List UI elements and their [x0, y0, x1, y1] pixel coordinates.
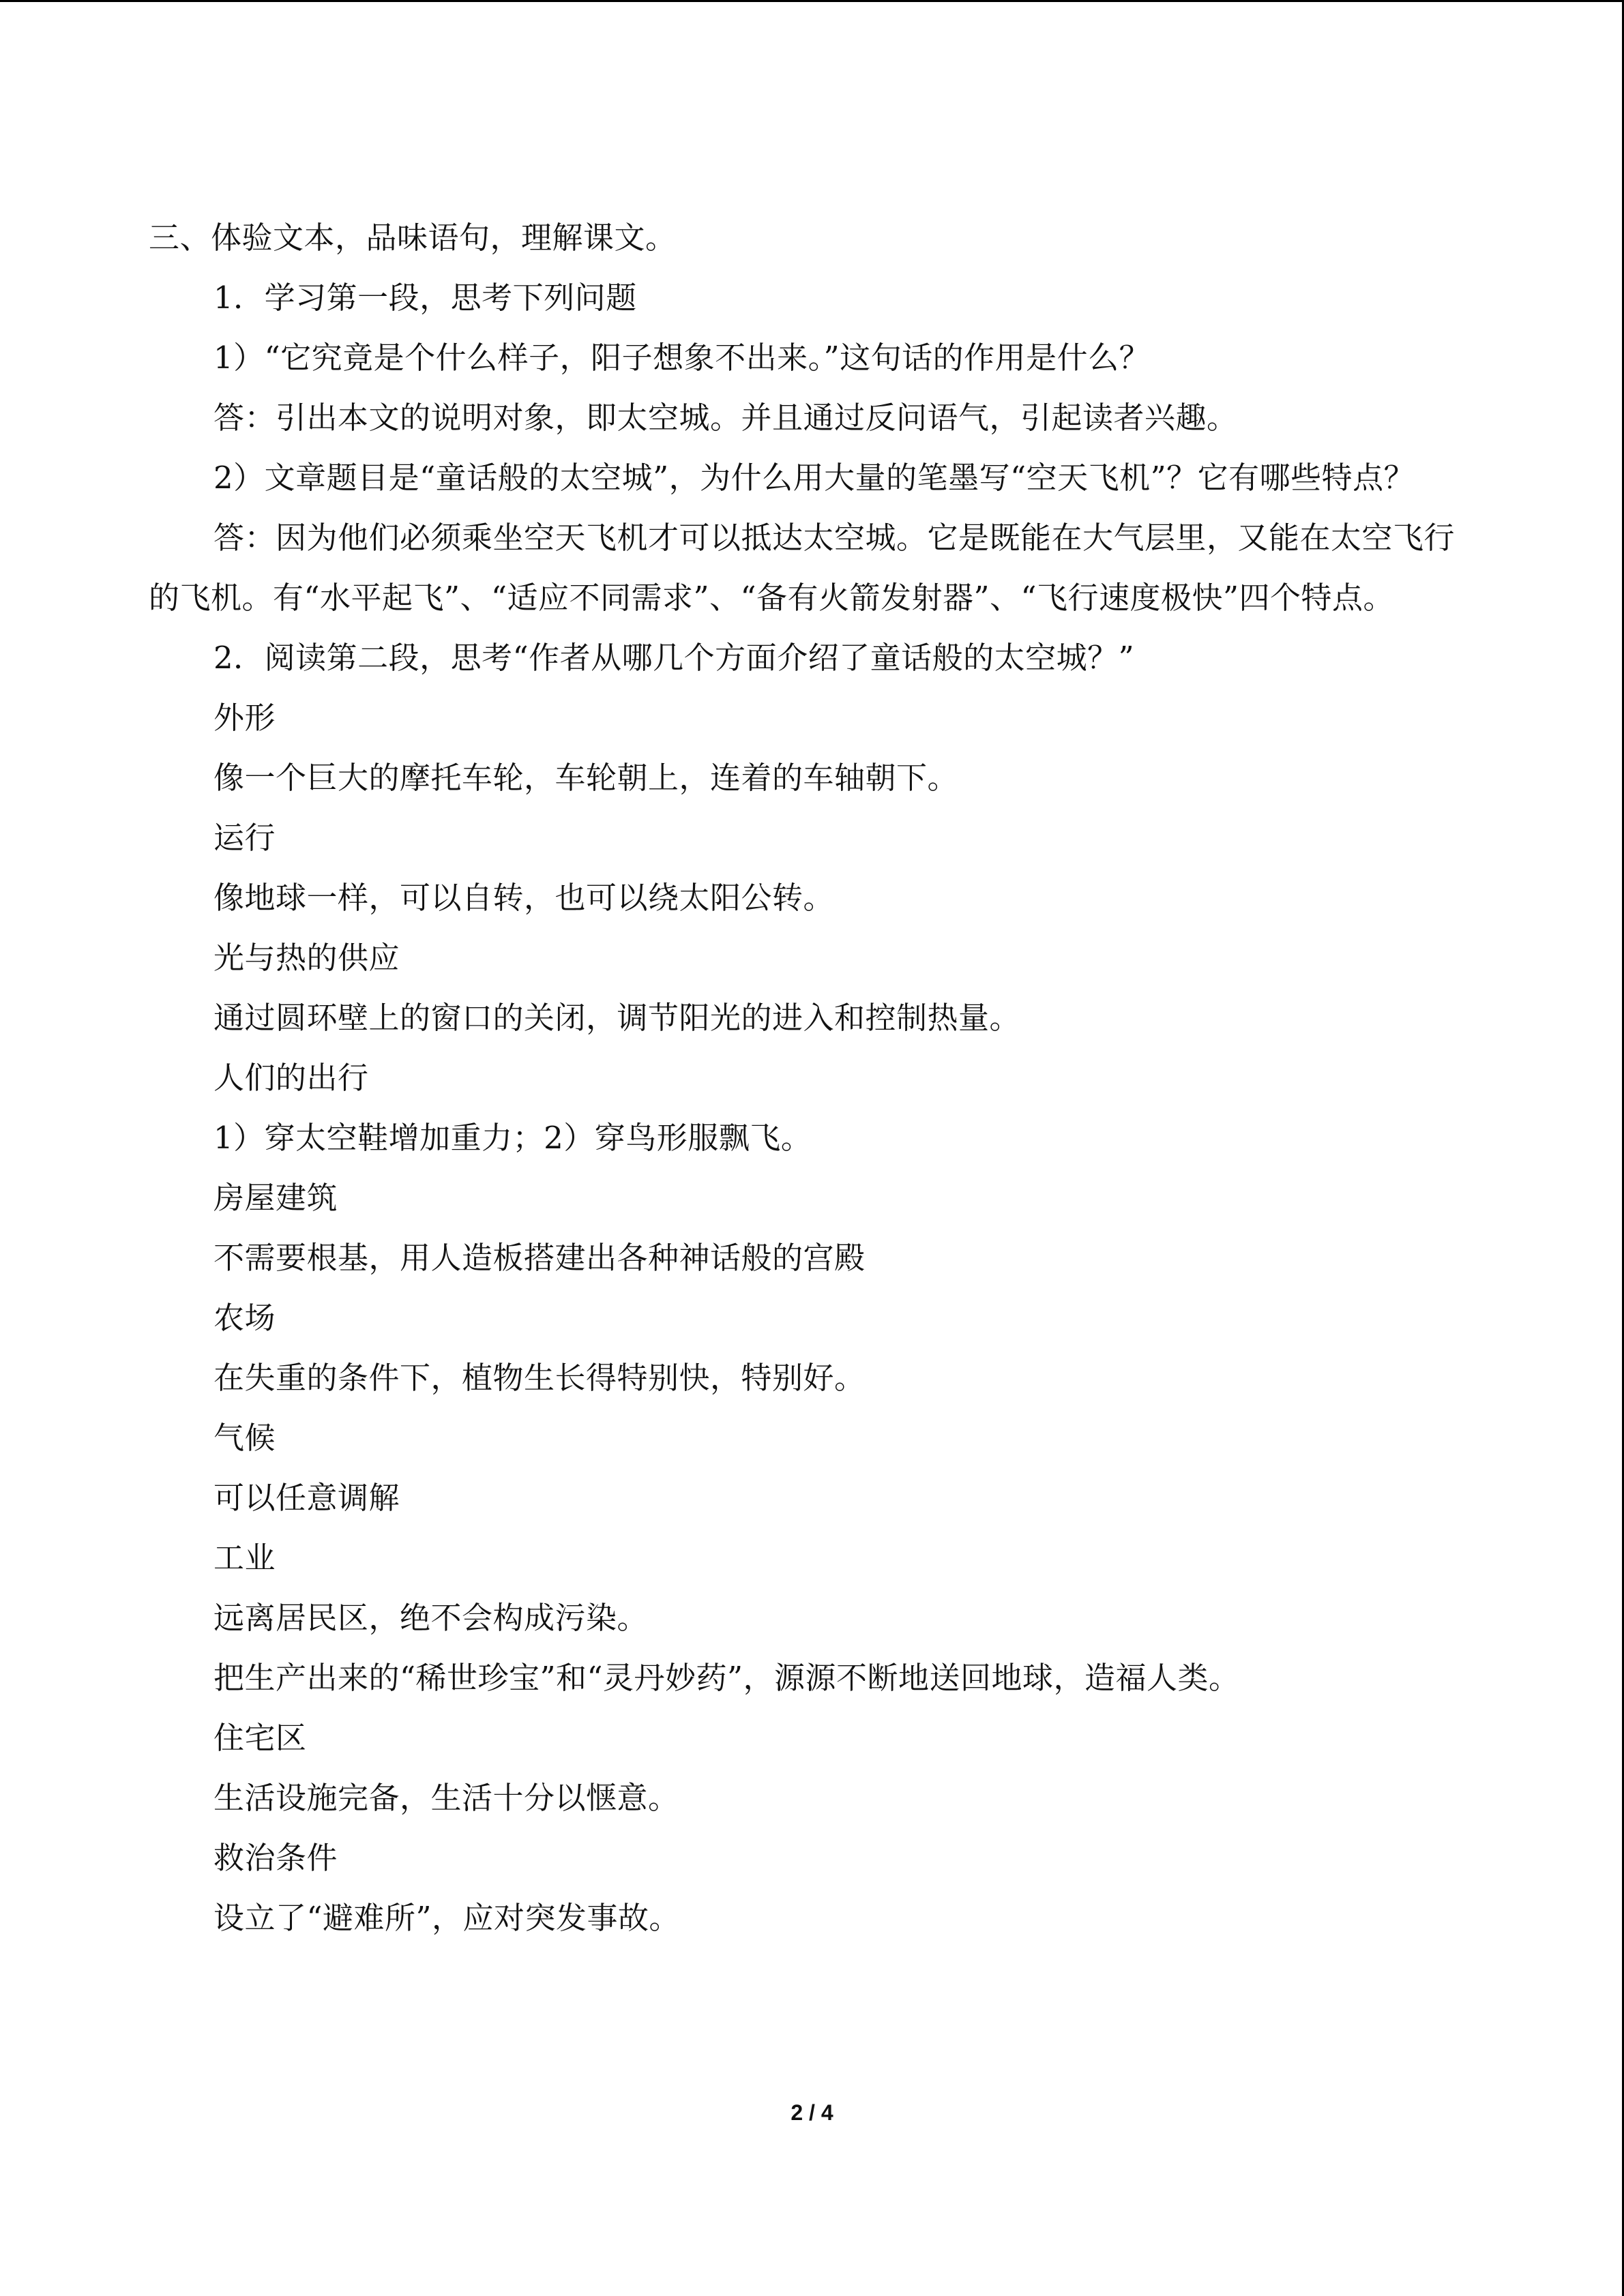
- top-border-rule: [0, 0, 1624, 2]
- aspect-detail: 像地球一样，可以自转，也可以绕太阳公转。: [213, 880, 835, 916]
- aspect-detail: 生活设施完备，生活十分以惬意。: [213, 1780, 679, 1816]
- aspect-title: 气候: [213, 1420, 276, 1456]
- aspect-title: 农场: [213, 1300, 276, 1336]
- aspect-title: 外形: [213, 700, 276, 736]
- aspect-detail: 在失重的条件下，植物生长得特别快，特别好。: [213, 1360, 866, 1396]
- aspect-detail: 不需要根基，用人造板搭建出各种神话般的宫殿: [213, 1240, 866, 1276]
- aspect-detail: 远离居民区，绝不会构成污染。: [213, 1600, 649, 1636]
- q1-item-2-answer: 答：因为他们必须乘坐空天飞机才可以抵达太空城。它是既能在大气层里，又能在太空飞行的飞机。有“水平起飞”、“适应不同需求”、“备有火箭发射器”、“飞行速度极快”四个特点。: [149, 520, 1456, 616]
- aspect-title: 救治条件: [213, 1840, 338, 1876]
- aspect-title: 运行: [213, 820, 276, 856]
- aspect-detail: 1）穿太空鞋增加重力；2）穿鸟形服飘飞。: [213, 1120, 812, 1156]
- aspect-title: 人们的出行: [213, 1060, 369, 1096]
- q1-item-2-question: 2）文章题目是“童话般的太空城”，为什么用大量的笔墨写“空天飞机”？它有哪些特点？: [213, 460, 1415, 496]
- aspect-title: 光与热的供应: [213, 940, 400, 976]
- page-content: [149, 208, 1458, 1948]
- question-1-heading: 1．学习第一段，思考下列问题: [213, 280, 637, 316]
- section-heading: 三、体验文本，品味语句，理解课文。: [149, 220, 677, 256]
- aspect-title: 工业: [213, 1540, 276, 1576]
- aspect-detail: 设立了“避难所”，应对突发事故。: [213, 1900, 681, 1936]
- aspect-detail: 像一个巨大的摩托车轮，车轮朝上，连着的车轴朝下。: [213, 760, 959, 796]
- aspect-title: 房屋建筑: [213, 1180, 338, 1216]
- page-number: 2 / 4: [791, 2100, 833, 2125]
- aspect-title: 住宅区: [213, 1720, 307, 1756]
- aspect-detail: 把生产出来的“稀世珍宝”和“灵丹妙药”，源源不断地送回地球，造福人类。: [213, 1660, 1240, 1696]
- q1-item-1-answer: 答：引出本文的说明对象，即太空城。并且通过反问语气，引起读者兴趣。: [213, 400, 1238, 436]
- aspect-detail: 可以任意调解: [213, 1480, 400, 1516]
- q1-item-1-question: 1）“它究竟是个什么样子，阳子想象不出来。”这句话的作用是什么？: [213, 340, 1151, 376]
- question-2-heading: 2．阅读第二段，思考“作者从哪几个方面介绍了童话般的太空城？”: [213, 640, 1135, 676]
- aspect-detail: 通过圆环壁上的窗口的关闭，调节阳光的进入和控制热量。: [213, 1000, 1021, 1036]
